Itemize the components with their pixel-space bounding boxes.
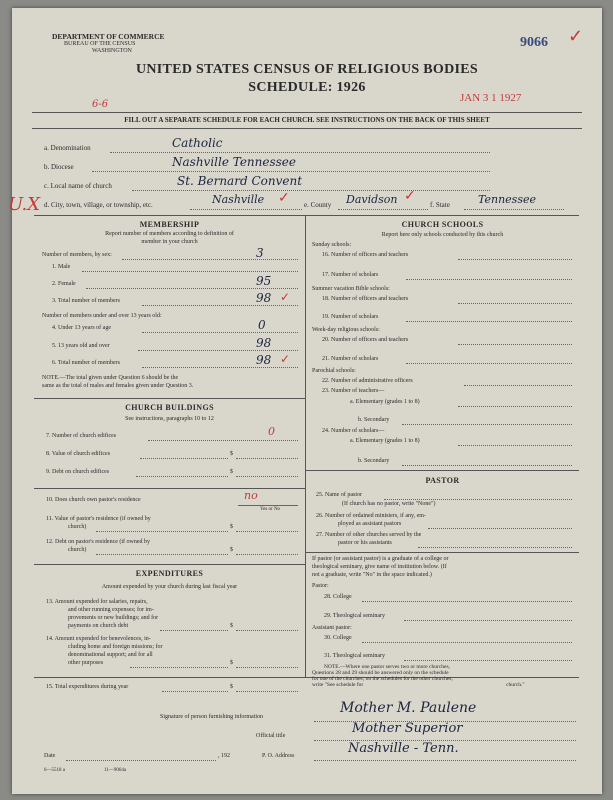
answer-line <box>464 385 572 386</box>
male-count: 3 <box>256 246 264 260</box>
answer-line <box>406 321 572 322</box>
section-divider <box>306 470 579 471</box>
dollar-sign: $ <box>230 684 233 690</box>
answer-line <box>96 554 228 555</box>
q13-label-cont: payments on church debt <box>68 623 129 629</box>
answer-line <box>236 630 298 631</box>
answer-line <box>362 642 572 643</box>
answer-line <box>142 305 298 306</box>
answer-line <box>142 332 298 333</box>
q13-label-cont: provements or new buildings; and for <box>68 615 159 621</box>
q21-label: 21. Number of scholars <box>322 356 379 362</box>
date-year: , 192 <box>218 753 230 759</box>
schools-title: CHURCH SCHOOLS <box>401 220 484 229</box>
membership-note: NOTE.—The total given under Question 6 should be the <box>42 375 179 381</box>
pastor-note: NOTE.—Where one pastor serves two or more churches, <box>324 664 450 670</box>
graduate-instruction: theological seminary, give name of institution below. (If <box>312 564 447 570</box>
date-line <box>66 760 216 761</box>
table-top-border <box>34 215 579 216</box>
q24-label: 24. Number of scholars— <box>322 428 385 434</box>
official-title-value: Mother Superior <box>352 721 463 736</box>
q16-label: 16. Number of officers and teachers <box>322 252 409 258</box>
check-mark-icon: ✓ <box>280 290 291 304</box>
q1-label: 1. Male <box>52 264 71 270</box>
q25-note: (If church has no pastor, write "None") <box>342 501 436 507</box>
answer-line <box>96 531 228 532</box>
signature-label: Signature of person furnishing information <box>160 714 263 720</box>
signature-value: Mother M. Paulene <box>340 700 477 716</box>
graduate-instruction: If pastor (or assistant pastor) is a graduate of a college or <box>312 556 449 562</box>
received-date-stamp: JAN 3 1 1927 <box>460 92 522 104</box>
q10-label: 10. Does church own pastor's residence <box>46 497 141 503</box>
state-line <box>464 209 564 210</box>
answer-line <box>236 458 298 459</box>
answer-line <box>402 424 572 425</box>
form-title: UNITED STATES CENSUS OF RELIGIOUS BODIES <box>135 62 478 77</box>
q12-label-cont: church) <box>68 547 87 553</box>
church-name-value: St. Bernard Convent <box>177 174 303 188</box>
bureau-label: BUREAU OF THE CENSUS <box>64 41 136 47</box>
answer-line <box>82 271 298 272</box>
answer-line <box>404 660 572 661</box>
answer-line <box>362 601 572 602</box>
form-subtitle: SCHEDULE: 1926 <box>248 80 366 95</box>
q26-label: 26. Number of ordained ministers, if any, em- <box>316 513 426 519</box>
answer-line <box>148 440 298 441</box>
schools-intro: Report here only schools conducted by this church <box>381 232 504 238</box>
diocese-line <box>92 171 490 172</box>
q13-label: 13. Amount expended for salaries, repairs, <box>46 599 148 605</box>
q27-label: 27. Number of other churches served by the <box>316 532 422 538</box>
answer-line <box>406 279 572 280</box>
dollar-sign: $ <box>230 660 233 666</box>
pastor-note: for one of the churches; on the schedules for the other churches, <box>312 676 453 682</box>
table-bottom-border <box>34 677 579 678</box>
membership-note: same as the total of males and females given under Question 3. <box>42 383 194 389</box>
q17-label: 17. Number of scholars <box>322 272 379 278</box>
answer-line <box>130 667 228 668</box>
check-mark-icon: ✓ <box>404 189 416 204</box>
q14-label-cont: cluding home and foreign missions; for <box>68 644 163 650</box>
address-label: P. O. Address <box>262 753 295 759</box>
city-label: WASHINGTON <box>92 48 132 54</box>
answer-line <box>136 476 228 477</box>
column-divider <box>305 215 306 677</box>
owns-residence-value: no <box>244 489 258 502</box>
answer-line <box>236 691 298 692</box>
census-schedule-document <box>8 8 602 794</box>
pastor-note: write "See schedule for <box>312 682 364 688</box>
dollar-sign: $ <box>230 623 233 629</box>
denomination-line <box>110 152 490 153</box>
check-mark-icon: ✓ <box>568 26 584 46</box>
parochial-label: Parochial schools: <box>312 368 356 374</box>
date-label: Date <box>44 753 56 759</box>
q23-label: 23. Number of teachers— <box>322 388 385 394</box>
q25-label: 25. Name of pastor <box>316 492 362 498</box>
answer-line <box>418 547 572 548</box>
denomination-value: Catholic <box>172 136 223 150</box>
q11-label-cont: church) <box>68 524 87 530</box>
q13-label-cont: and other running expenses; for im- <box>68 607 154 613</box>
total-members-age: 98 <box>256 353 272 367</box>
q28-label: 28. College <box>324 594 352 600</box>
church-name-line <box>132 190 490 191</box>
q18-label: 18. Number of officers and teachers <box>322 296 409 302</box>
q7-label: 7. Number of church edifices <box>46 433 117 439</box>
expenditures-title: EXPENDITURES <box>135 569 204 578</box>
dollar-sign: $ <box>230 524 233 530</box>
q14-label-cont: other purposes <box>68 660 104 666</box>
total-members: 98 <box>256 291 272 305</box>
print-code: 6—5518 a <box>44 768 65 773</box>
sunday-label: Sunday schools: <box>312 242 352 248</box>
q11-label: 11. Value of pastor's residence (if owned by <box>46 516 151 522</box>
section-divider <box>306 552 579 553</box>
q14-label: 14. Amount expended for benevolences, in- <box>46 636 151 642</box>
q24b-label: b. Secondary <box>358 458 390 464</box>
address-value: Nashville - Tenn. <box>348 741 459 756</box>
code-mark: 6-6 <box>92 99 109 110</box>
diocese-label: b. Diocese <box>44 163 74 171</box>
q4-label: 4. Under 13 years of age <box>52 325 111 331</box>
q9-label: 9. Debt on church edifices <box>46 469 110 475</box>
department-label: DEPARTMENT OF COMMERCE <box>52 32 165 41</box>
county-value: Davidson <box>346 193 398 206</box>
age-intro: Number of members under and over 13 years old: <box>42 313 162 319</box>
assistant-pastor-label: Assistant pastor: <box>312 625 352 631</box>
q12-label: 12. Debt on pastor's residence (if owned by <box>46 539 151 545</box>
q6-label: 6. Total number of members <box>52 360 120 366</box>
pastor-title: PASTOR <box>425 476 460 485</box>
pastor-note: church." <box>506 682 525 688</box>
weekday-label: Week-day religious schools: <box>312 327 380 333</box>
under-13-count: 0 <box>258 318 266 332</box>
diocese-value: Nashville Tennessee <box>172 155 297 169</box>
buildings-title: CHURCH BUILDINGS <box>125 403 214 412</box>
answer-line <box>402 465 572 466</box>
dollar-sign: $ <box>230 469 233 475</box>
answer-line <box>236 667 298 668</box>
check-mark-icon: ✓ <box>278 191 290 206</box>
edifice-count: 0 <box>268 425 275 438</box>
dollar-sign: $ <box>230 547 233 553</box>
answer-line <box>404 620 572 621</box>
section-divider <box>34 564 305 565</box>
answer-line <box>122 259 298 260</box>
q8-label: 8. Value of church edifices <box>46 451 111 457</box>
address-line <box>314 760 576 761</box>
q31-label: 31. Theological seminary <box>324 653 386 659</box>
q19-label: 19. Number of scholars <box>322 314 379 320</box>
q24a-label: a. Elementary (grades 1 to 8) <box>350 438 420 444</box>
church-name-label: c. Local name of church <box>44 182 112 190</box>
membership-intro: Report number of members according to definition of <box>105 231 234 237</box>
divider <box>32 128 582 129</box>
q23a-label: a. Elementary (grades 1 to 8) <box>350 399 420 405</box>
answer-line <box>458 303 572 304</box>
answer-line <box>162 691 228 692</box>
instruction-banner: FILL OUT A SEPARATE SCHEDULE FOR EACH CHURCH. SEE INSTRUCTIONS ON THE BACK OF THIS SHEET <box>124 116 490 124</box>
section-divider <box>34 488 305 489</box>
membership-title: MEMBERSHIP <box>139 220 200 229</box>
county-line <box>338 209 428 210</box>
answer-line <box>236 531 298 532</box>
q14-label-cont: denominational support; and for all <box>68 652 153 658</box>
female-count: 95 <box>256 274 272 288</box>
answer-line <box>160 630 228 631</box>
q22-label: 22. Number of administrative officers <box>322 378 413 384</box>
answer-line <box>458 406 572 407</box>
answer-line <box>458 259 572 260</box>
buildings-sub: See instructions, paragraphs 10 to 12 <box>125 416 214 422</box>
summer-label: Summer vacation Bible schools: <box>312 286 390 292</box>
city-field-line <box>190 209 302 210</box>
form-number: 9066 <box>520 35 548 50</box>
answer-line <box>458 344 572 345</box>
check-mark-icon: ✓ <box>280 352 291 366</box>
answer-line <box>406 363 572 364</box>
city-field-value: Nashville <box>212 193 265 206</box>
membership-intro: member in your church <box>141 239 198 245</box>
answer-line <box>140 458 228 459</box>
county-label: e. County <box>304 201 332 209</box>
q2-label: 2. Female <box>52 281 76 287</box>
official-title-label: Official title <box>256 733 286 739</box>
divider <box>32 112 582 113</box>
denomination-label: a. Denomination <box>44 144 91 152</box>
print-code: 11—9064a <box>104 768 127 773</box>
city-field-label: d. City, town, village, or township, etc. <box>44 201 153 209</box>
answer-line <box>384 499 572 500</box>
q5-label: 5. 13 years old and over <box>52 343 110 349</box>
state-value: Tennessee <box>478 193 536 206</box>
pastor-label: Pastor: <box>312 583 329 589</box>
q30-label: 30. College <box>324 635 352 641</box>
graduate-instruction: not a graduate, write "No" in the space indicated.) <box>312 572 432 578</box>
answer-line <box>138 350 298 351</box>
pastor-note: Questions 28 and 29 should be answered only on the schedule <box>312 670 449 676</box>
answer-line <box>236 476 298 477</box>
answer-line <box>142 367 298 368</box>
dollar-sign: $ <box>230 451 233 457</box>
bysex-label: Number of members, by sex: <box>42 252 112 258</box>
answer-line <box>86 288 298 289</box>
q20-label: 20. Number of officers and teachers <box>322 337 409 343</box>
answer-line <box>238 505 298 506</box>
state-label: f. State <box>430 201 450 209</box>
answer-line <box>458 445 572 446</box>
expenditures-intro: Amount expended by your church during last fiscal year <box>101 584 238 590</box>
q23b-label: b. Secondary <box>358 417 390 423</box>
over-13-count: 98 <box>256 336 272 350</box>
yes-no-hint: Yes or No <box>260 507 281 512</box>
q26-label-cont: ployed as assistant pastors <box>338 521 402 527</box>
q29-label: 29. Theological seminary <box>324 613 386 619</box>
q3-label: 3. Total number of members <box>52 298 120 304</box>
q15-label: 15. Total expenditures during year <box>46 684 129 690</box>
answer-line <box>428 528 572 529</box>
q27-label-cont: pastor or his assistants <box>338 540 392 546</box>
section-divider <box>34 398 305 399</box>
answer-line <box>236 554 298 555</box>
margin-mark: U.X <box>8 194 41 215</box>
